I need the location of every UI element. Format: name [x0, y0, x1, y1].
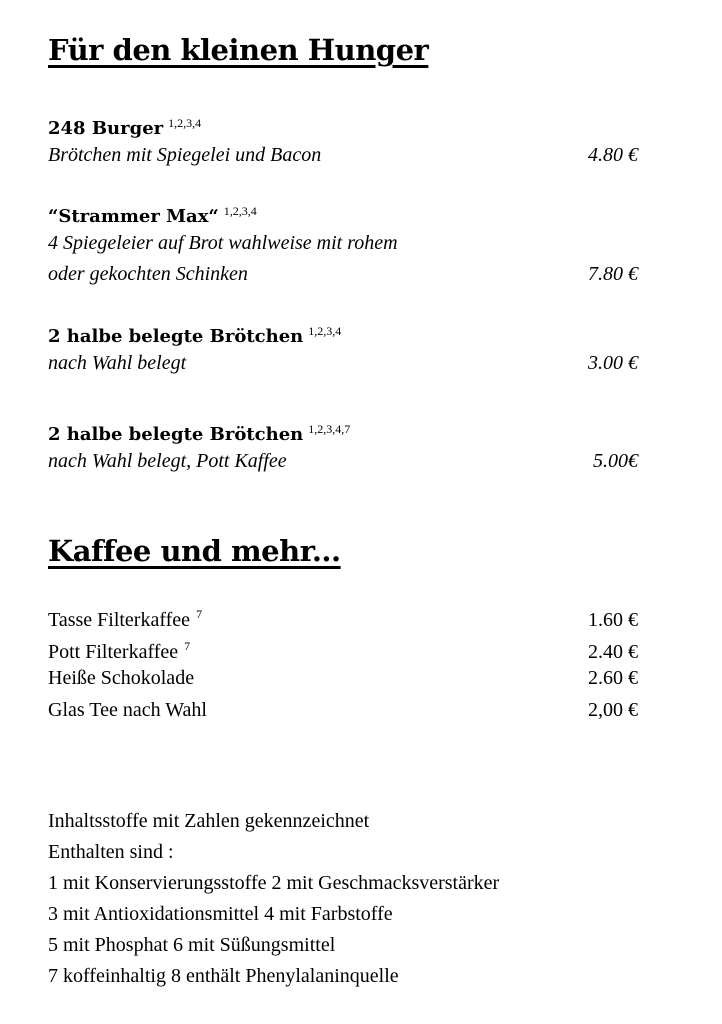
- item-description: 4 Spiegeleier auf Brot wahlweise mit rohem: [48, 232, 398, 254]
- menu-item: [48, 320, 638, 379]
- item-name: 2 halbe belegte Brötchen: [48, 326, 304, 347]
- drink-additives: 7: [184, 639, 191, 653]
- list-item: [48, 598, 638, 630]
- legend-line: 3 mit Antioxidationsmittel 4 mit Farbstoffe: [48, 903, 393, 925]
- item-price: 4.80 €: [588, 144, 638, 166]
- item-name: 2 halbe belegte Brötchen: [48, 424, 304, 445]
- item-description: oder gekochten Schinken: [48, 263, 248, 285]
- drink-additives: 7: [196, 607, 203, 621]
- item-description: nach Wahl belegt: [48, 352, 187, 374]
- drink-price: 2.60 €: [588, 667, 638, 689]
- drinks-section-title: Kaffee und mehr...: [48, 534, 341, 568]
- item-additives: 1,2,3,4: [168, 116, 202, 130]
- drink-name: Glas Tee nach Wahl: [48, 699, 207, 721]
- drinks-list: [48, 598, 638, 726]
- food-section-title: Für den kleinen Hunger: [48, 33, 429, 67]
- item-additives: 1,2,3,4: [308, 324, 342, 338]
- drink-price: 2,00 €: [588, 699, 638, 721]
- drink-name: Heiße Schokolade: [48, 667, 195, 689]
- item-description: nach Wahl belegt, Pott Kaffee: [48, 450, 287, 472]
- list-item: [48, 694, 638, 726]
- legend-line: 1 mit Konservierungsstoffe 2 mit Geschmacksverstärker: [48, 872, 500, 894]
- drink-price: 1.60 €: [588, 609, 638, 631]
- legend-line: 5 mit Phosphat 6 mit Süßungsmittel: [48, 934, 336, 956]
- item-price: 3.00 €: [588, 352, 638, 374]
- legend-line: Inhaltsstoffe mit Zahlen gekennzeichnet: [48, 810, 370, 832]
- item-additives: 1,2,3,4: [223, 204, 257, 218]
- item-additives: 1,2,3,4,7: [308, 422, 351, 436]
- drink-price: 2.40 €: [588, 641, 638, 663]
- drink-name: Pott Filterkaffee: [48, 641, 179, 663]
- menu-item: [48, 112, 638, 171]
- list-item: [48, 630, 638, 662]
- item-price: 7.80 €: [588, 263, 638, 285]
- additives-legend: [48, 806, 648, 992]
- drink-name: Tasse Filterkaffee: [48, 609, 191, 631]
- menu-item: [48, 200, 638, 290]
- menu-item: [48, 418, 638, 477]
- item-description: Brötchen mit Spiegelei und Bacon: [48, 144, 322, 166]
- item-name: “Strammer Max“: [48, 206, 219, 227]
- item-name: 248 Burger: [48, 118, 164, 139]
- list-item: [48, 662, 638, 694]
- legend-line: 7 koffeinhaltig 8 enthält Phenylalaninquelle: [48, 965, 399, 987]
- item-price: 5.00€: [593, 450, 638, 472]
- legend-line: Enthalten sind :: [48, 841, 174, 863]
